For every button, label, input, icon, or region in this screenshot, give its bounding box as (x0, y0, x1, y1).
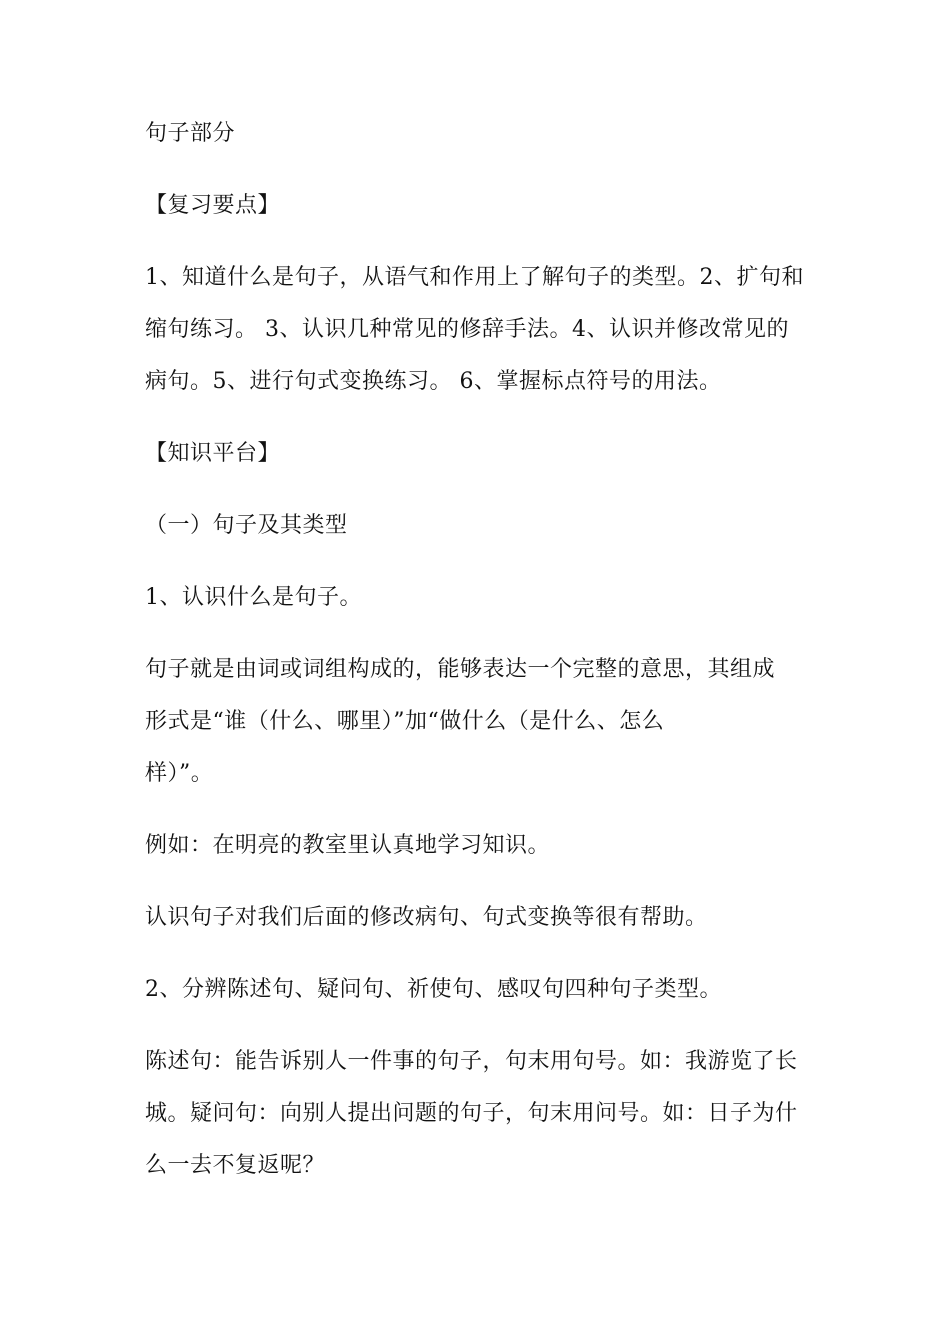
item-2-heading: 2、分辨陈述句、疑问句、祈使句、感叹句四种句子类型。 (145, 977, 722, 1002)
definition-line-1: 句子就是由词或词组构成的，能够表达一个完整的意思，其组成 (145, 657, 776, 682)
definition-line-3: 样）”。 (145, 761, 214, 786)
document-body (145, 108, 805, 1212)
section-heading-knowledge: 【知识平台】 (145, 441, 281, 466)
sentence-definition-paragraph (145, 644, 805, 800)
sentence-types-paragraph: 陈述句：能告诉别人一件事的句子，句末用句号。如：我游览了长城。疑问句：向别人提出问题的句子，句末用问号。如：日子为什么一去不复返呢？ (145, 1049, 798, 1178)
example-paragraph: 例如：在明亮的教室里认真地学习知识。 (145, 833, 551, 858)
subsection-heading-sentence-types: （一）句子及其类型 (145, 513, 348, 538)
section-heading-review: 【复习要点】 (145, 193, 281, 218)
item-1-heading: 1、认识什么是句子。 (145, 585, 362, 610)
document-title: 句子部分 (145, 121, 236, 146)
review-points-paragraph: 1、知道什么是句子，从语气和作用上了解句子的类型。2、扩句和缩句练习。 3、认识几种常见的修辞手法。4、认识并修改常见的病句。5、进行句式变换练习。 6、掌握标点符号的用法。 (145, 265, 804, 394)
note-paragraph: 认识句子对我们后面的修改病句、句式变换等很有帮助。 (145, 905, 708, 930)
definition-line-2: 形式是“谁（什么、哪里）”加“做什么（是什么、怎么 (145, 709, 665, 734)
